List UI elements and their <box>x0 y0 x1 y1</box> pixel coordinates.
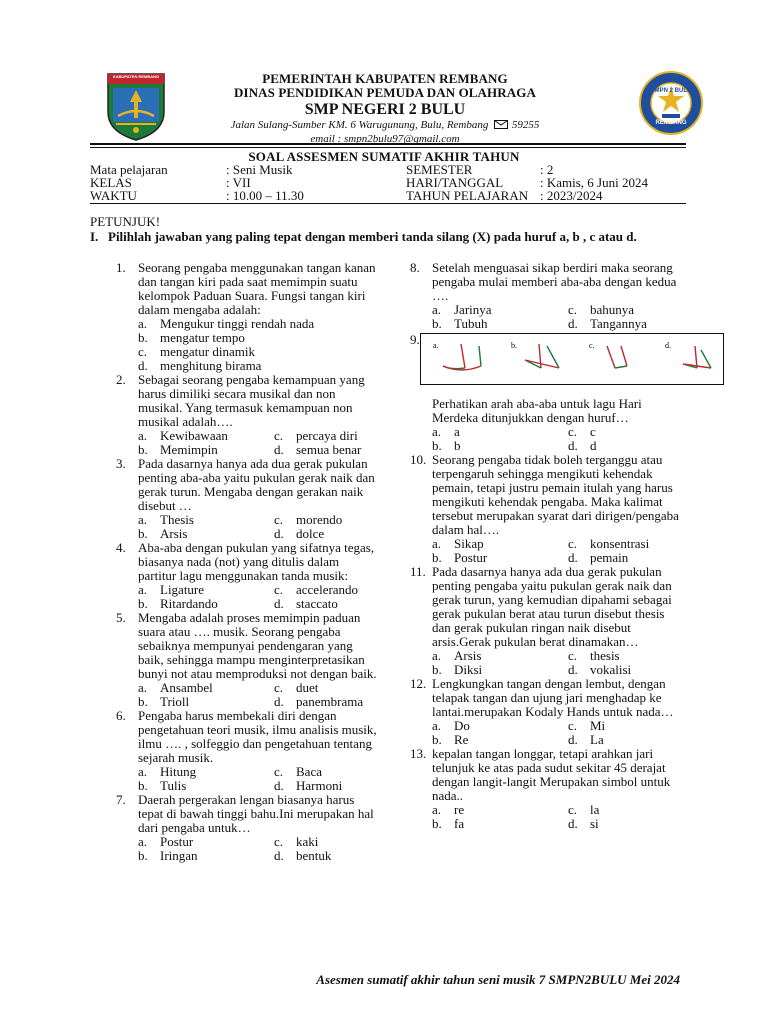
government-line: PEMERINTAH KABUPATEN REMBANG <box>262 71 508 86</box>
option-letter: b. <box>138 596 148 611</box>
answer-options <box>432 719 680 747</box>
answer-option <box>138 583 274 597</box>
question-item <box>410 565 680 677</box>
answer-option <box>432 303 568 317</box>
option-letter: b. <box>138 694 148 709</box>
option-letter: c. <box>568 536 578 551</box>
option-text: fa <box>454 816 465 831</box>
pattern-stroke <box>615 366 627 368</box>
answer-option <box>432 803 568 817</box>
option-letter: b. <box>138 848 148 863</box>
answer-option <box>138 359 380 373</box>
question-number: 7. <box>116 792 126 807</box>
pattern-stroke <box>525 360 559 368</box>
option-letter: b. <box>432 662 442 677</box>
option-text: Tangannya <box>590 316 647 331</box>
option-letter: d. <box>274 596 284 611</box>
answer-options <box>138 317 380 373</box>
question-number: 13. <box>410 746 427 761</box>
answer-option <box>138 429 274 443</box>
answer-option <box>432 817 568 831</box>
date-value: : Kamis, 6 Juni 2024 <box>540 175 648 190</box>
question-stem: Lengkungkan tangan dengan lembut, dengan telapak tangan dan ujung jari menghadap ke lantai.merupakan Kodaly Hands untuk nada… <box>432 676 674 719</box>
answer-option <box>432 317 568 331</box>
answer-option <box>138 779 274 793</box>
answer-option <box>274 513 394 527</box>
letterhead-rule-thick <box>90 143 686 145</box>
option-text: Iringan <box>160 848 198 863</box>
address-text: Jalan Sulang-Sumber KM. 6 Warugunung, Bulu, Rembang <box>230 119 489 131</box>
option-text: a <box>454 424 460 439</box>
answer-option <box>138 835 274 849</box>
answer-options <box>432 649 680 677</box>
answer-options <box>432 537 680 565</box>
option-text: Re <box>454 732 469 747</box>
option-text: Mi <box>590 718 606 733</box>
answer-option <box>274 695 394 709</box>
option-text: re <box>454 802 465 817</box>
year-value: : 2023/2024 <box>540 188 603 203</box>
question-stem: kepalan tangan longgar, tetapi arahkan jari telunjuk ke atas pada sudut sekitar 45 derajat dengan langit-langit Merupakan simbol untuk nada.. <box>432 746 671 803</box>
answer-option <box>274 849 394 863</box>
pattern-figure-box <box>420 333 724 385</box>
answer-options <box>432 425 680 453</box>
answer-option <box>568 733 688 747</box>
answer-option <box>432 733 568 747</box>
answer-option <box>568 425 688 439</box>
option-letter: c. <box>274 764 284 779</box>
option-text: mengatur tempo <box>160 330 245 345</box>
instruction-text <box>90 229 690 244</box>
option-text: La <box>590 732 604 747</box>
option-letter: a. <box>432 424 442 439</box>
pattern-stroke <box>695 346 697 368</box>
option-letter: b. <box>138 526 148 541</box>
option-letter: c. <box>568 424 578 439</box>
question-stem: Pada dasarnya hanya ada dua gerak pukulan penting pengaba yaitu pukulan gerak naik dan gerak turun, yang kemudian dipahami sebagai gerak pukulan berat atau turun disebut thesis dan gerak pukulan ringan naik disebut arsis.Gerak pukulan berat dinamakan… <box>432 564 672 649</box>
question-item <box>410 677 680 747</box>
pattern-stroke <box>479 346 481 366</box>
answer-option <box>568 317 688 331</box>
question-item <box>410 261 680 331</box>
class-value: : VII <box>226 175 251 190</box>
answer-option <box>138 527 274 541</box>
info-row <box>90 189 690 202</box>
badge-bottom-text: REMBANG <box>655 120 687 126</box>
answer-options <box>138 583 380 611</box>
option-letter: c. <box>274 512 284 527</box>
option-letter: a. <box>138 582 148 597</box>
answer-options <box>138 681 380 709</box>
page-footer: Asesmen sumatif akhir tahun seni musik 7 SMPN2BULU Mei 2024 <box>316 972 680 987</box>
answer-option <box>138 849 274 863</box>
option-letter: a. <box>138 316 148 331</box>
option-letter: d. <box>274 848 284 863</box>
option-text: Do <box>454 718 470 733</box>
option-letter: d. <box>274 442 284 457</box>
question-stem: Pada dasarnya hanya ada dua gerak pukulan penting aba-aba yaitu pukulan gerak naik dan gerak turun. Mengaba dengan gerakan naik disebut … <box>138 456 375 513</box>
question-number: 11. <box>410 564 426 579</box>
option-text: Arsis <box>454 648 482 663</box>
option-letter: c. <box>274 680 284 695</box>
subject-label: Mata pelajaran <box>90 162 168 177</box>
option-text: b <box>454 438 461 453</box>
option-text: vokalisi <box>590 662 632 677</box>
answer-option <box>568 439 688 453</box>
question-stem: Setelah menguasai sikap berdiri maka seorang pengaba mulai memberi aba-aba dengan kedua …. <box>432 260 677 303</box>
option-text: dolce <box>296 526 325 541</box>
option-letter: b. <box>138 778 148 793</box>
question-stem: Pengaba harus membekali diri dengan pengetahuan teori musik, ilmu analisis musik, ilmu …. , solfeggio dan pengetahuan tentang sejarah musik. <box>138 708 377 765</box>
question-item <box>116 457 380 541</box>
section-instruction: Pilihlah jawaban yang paling tepat dengan memberi tanda silang (X) pada huruf a, b , c atau d. <box>108 229 637 244</box>
option-letter: d. <box>274 694 284 709</box>
question-stem: Mengaba adalah proses memimpin paduan suara atau …. musik. Seorang pengaba sebaiknya mempunyai pendengaran yang baik, sehingga mampu menginterpretasikan bunyi not atau memproduksi not dengan baik. <box>138 610 377 681</box>
pattern-stroke <box>461 344 465 368</box>
option-text: panembrama <box>296 694 364 709</box>
option-letter: d. <box>568 816 578 831</box>
option-text: la <box>590 802 600 817</box>
answer-option <box>138 597 274 611</box>
option-text: Jarinya <box>454 302 492 317</box>
option-text: Ansambel <box>160 680 213 695</box>
question-number: 8. <box>410 260 420 275</box>
option-letter: a. <box>432 648 442 663</box>
answer-option <box>568 303 688 317</box>
department-line: DINAS PENDIDIKAN PEMUDA DAN OLAHRAGA <box>234 85 536 100</box>
question-item <box>116 793 380 863</box>
option-text: bahunya <box>590 302 635 317</box>
option-letter: a. <box>138 764 148 779</box>
answer-option <box>568 663 688 677</box>
class-label: KELAS <box>90 175 132 190</box>
questions-left-column <box>116 261 380 863</box>
option-text: si <box>590 816 599 831</box>
option-letter: b. <box>138 330 148 345</box>
instructions-heading: PETUNJUK! <box>90 214 161 229</box>
letterhead <box>190 72 580 145</box>
answer-option <box>568 551 688 565</box>
questions-right-column <box>410 261 680 831</box>
option-text: kaki <box>296 834 319 849</box>
answer-option <box>274 583 394 597</box>
address-line <box>190 119 580 133</box>
pattern-label: d. <box>665 341 671 350</box>
option-text: morendo <box>296 512 343 527</box>
option-text: Trioll <box>160 694 190 709</box>
answer-option <box>138 681 274 695</box>
answer-option <box>432 537 568 551</box>
answer-options <box>432 303 680 331</box>
exam-info <box>90 163 690 202</box>
option-text: d <box>590 438 597 453</box>
question-number: 9. <box>410 332 420 347</box>
answer-option <box>138 765 274 779</box>
option-letter: c. <box>274 582 284 597</box>
info-divider <box>90 203 686 204</box>
option-text: duet <box>296 680 319 695</box>
pattern-stroke <box>621 346 627 366</box>
option-letter: c. <box>568 302 578 317</box>
question-number: 12. <box>410 676 427 691</box>
answer-option <box>274 527 394 541</box>
school-name: SMP NEGERI 2 BULU <box>304 101 466 118</box>
date-label: HARI/TANGGAL <box>406 175 504 190</box>
option-text: thesis <box>590 648 620 663</box>
question-item <box>410 747 680 831</box>
pattern-stroke <box>607 346 615 368</box>
option-letter: a. <box>432 802 442 817</box>
answer-option <box>432 663 568 677</box>
answer-option <box>568 649 688 663</box>
option-text: Harmoni <box>296 778 343 793</box>
option-text: Tulis <box>160 778 187 793</box>
option-letter: d. <box>568 316 578 331</box>
option-letter: a. <box>138 428 148 443</box>
option-text: accelerando <box>296 582 359 597</box>
option-letter: c. <box>274 428 284 443</box>
answer-option <box>432 439 568 453</box>
option-letter: b. <box>432 316 442 331</box>
semester-value: : 2 <box>540 162 554 177</box>
option-text: pemain <box>590 550 629 565</box>
conducting-patterns-figure <box>421 334 723 384</box>
answer-options <box>138 513 380 541</box>
semester-label: SEMESTER <box>406 162 473 177</box>
option-text: percaya diri <box>296 428 358 443</box>
question-stem: Seorang pengaba menggunakan tangan kanan dan tangan kiri pada saat memimpin suatu kelompok Paduan Suara. Fungsi tangan kiri dalam mengaba adalah: <box>138 260 376 317</box>
badge-top-text: SMPN 2 BULU <box>650 88 692 94</box>
option-text: Ritardando <box>160 596 218 611</box>
option-text: Memimpin <box>160 442 218 457</box>
option-letter: a. <box>138 680 148 695</box>
pattern-label: b. <box>511 341 517 350</box>
question-item <box>410 453 680 565</box>
answer-option <box>568 817 688 831</box>
question-stem: Aba-aba dengan pukulan yang sifatnya tegas, biasanya nada (not) yang ditulis dalam partitur lagu menggunakan tanda musik: <box>138 540 375 583</box>
question-stem: Seorang pengaba tidak boleh terganggu atau terpengaruh sehingga mengikuti kehendak pemain, tetapi justru pemain itulah yang harus mengikuti kehendak pengaba. Maka kalimat tersebut merupakan syarat dari dirigen/pengaba dalam hal…. <box>432 452 679 537</box>
answer-option <box>138 513 274 527</box>
answer-option <box>138 443 274 457</box>
option-letter: d. <box>568 438 578 453</box>
option-letter: b. <box>432 550 442 565</box>
time-label: WAKTU <box>90 188 137 203</box>
option-text: Postur <box>454 550 488 565</box>
pattern-label: c. <box>589 341 595 350</box>
option-text: Ligature <box>160 582 205 597</box>
option-text: Sikap <box>454 536 484 551</box>
option-letter: a. <box>432 302 442 317</box>
option-text: menghitung birama <box>160 358 262 373</box>
email-label: email : <box>310 132 342 145</box>
option-letter: c. <box>138 344 148 359</box>
option-letter: d. <box>274 526 284 541</box>
option-letter: c. <box>568 802 578 817</box>
answer-options <box>138 835 380 863</box>
question-item <box>116 541 380 611</box>
question-stem: Daerah pergerakan lengan biasanya harus tepat di bawah tinggi bahu.Ini merupakan hal dari pengaba untuk… <box>138 792 374 835</box>
question-stem: Perhatikan arah aba-aba untuk lagu Hari Merdeka ditunjukkan dengan huruf… <box>432 396 642 425</box>
option-text: Kewibawaan <box>160 428 228 443</box>
option-letter: a. <box>432 718 442 733</box>
option-letter: d. <box>568 662 578 677</box>
time-value: : 10.00 – 11.30 <box>226 188 304 203</box>
email-address: smpn2bulu97@gmail.com <box>344 132 460 145</box>
question-stem: Sebagai seorang pengaba kemampuan yang harus dimiliki secara musikal dan non musikal. Yang termasuk kemampuan non musikal adalah…. <box>138 372 365 429</box>
answer-option <box>274 835 394 849</box>
envelope-icon <box>494 120 508 133</box>
question-item <box>116 373 380 457</box>
question-number: 4. <box>116 540 126 555</box>
option-letter: d. <box>138 358 148 373</box>
pattern-stroke <box>701 350 711 368</box>
question-item <box>116 261 380 373</box>
question-number: 3. <box>116 456 126 471</box>
answer-option <box>138 331 380 345</box>
option-text: c <box>590 424 596 439</box>
question-number: 6. <box>116 708 126 723</box>
question-number: 5. <box>116 610 126 625</box>
regional-crest-icon <box>104 72 168 142</box>
answer-option <box>274 429 394 443</box>
option-letter: c. <box>568 648 578 663</box>
crest-label: KABUPATEN REMBANG <box>112 74 160 79</box>
answer-option <box>274 597 394 611</box>
answer-option <box>274 681 394 695</box>
option-text: bentuk <box>296 848 332 863</box>
option-letter: d. <box>568 550 578 565</box>
option-letter: b. <box>432 732 442 747</box>
answer-options <box>432 803 680 831</box>
exam-title: SOAL ASSESMEN SUMATIF AKHIR TAHUN <box>248 149 520 164</box>
answer-option <box>568 537 688 551</box>
option-letter: b. <box>432 816 442 831</box>
question-item <box>116 611 380 709</box>
answer-option <box>138 317 380 331</box>
subject-value: : Seni Musik <box>226 162 293 177</box>
answer-option <box>432 719 568 733</box>
answer-option <box>274 779 394 793</box>
answer-option <box>432 551 568 565</box>
question-number: 1. <box>116 260 126 275</box>
option-letter: a. <box>432 536 442 551</box>
option-letter: d. <box>568 732 578 747</box>
answer-option <box>432 649 568 663</box>
question-number: 2. <box>116 372 126 387</box>
option-text: Tubuh <box>454 316 488 331</box>
question-item <box>410 333 680 453</box>
option-letter: c. <box>568 718 578 733</box>
pattern-stroke <box>547 346 559 368</box>
answer-option <box>568 719 688 733</box>
option-text: mengatur dinamik <box>160 344 255 359</box>
option-text: Baca <box>296 764 322 779</box>
option-text: konsentrasi <box>590 536 650 551</box>
pattern-label: a. <box>433 341 439 350</box>
option-letter: c. <box>274 834 284 849</box>
option-letter: a. <box>138 834 148 849</box>
option-letter: b. <box>432 438 442 453</box>
question-number: 10. <box>410 452 427 467</box>
answer-options <box>138 429 380 457</box>
year-label: TAHUN PELAJARAN <box>406 188 529 203</box>
answer-option <box>432 425 568 439</box>
postcode: 59255 <box>511 119 540 131</box>
option-text: Postur <box>160 834 194 849</box>
section-number: I. <box>90 229 99 244</box>
option-letter: a. <box>138 512 148 527</box>
answer-option <box>274 765 394 779</box>
option-text: Hitung <box>160 764 197 779</box>
answer-options <box>138 765 380 793</box>
option-text: Thesis <box>160 512 194 527</box>
option-text: Mengukur tinggi rendah nada <box>160 316 315 331</box>
letterhead-rule-thin <box>90 147 686 148</box>
answer-option <box>138 345 380 359</box>
answer-option <box>138 695 274 709</box>
option-text: staccato <box>296 596 338 611</box>
option-text: semua benar <box>296 442 362 457</box>
option-text: Arsis <box>160 526 188 541</box>
option-letter: b. <box>138 442 148 457</box>
option-letter: d. <box>274 778 284 793</box>
answer-option <box>568 803 688 817</box>
question-item <box>116 709 380 793</box>
answer-option <box>274 443 394 457</box>
option-text: Diksi <box>454 662 483 677</box>
